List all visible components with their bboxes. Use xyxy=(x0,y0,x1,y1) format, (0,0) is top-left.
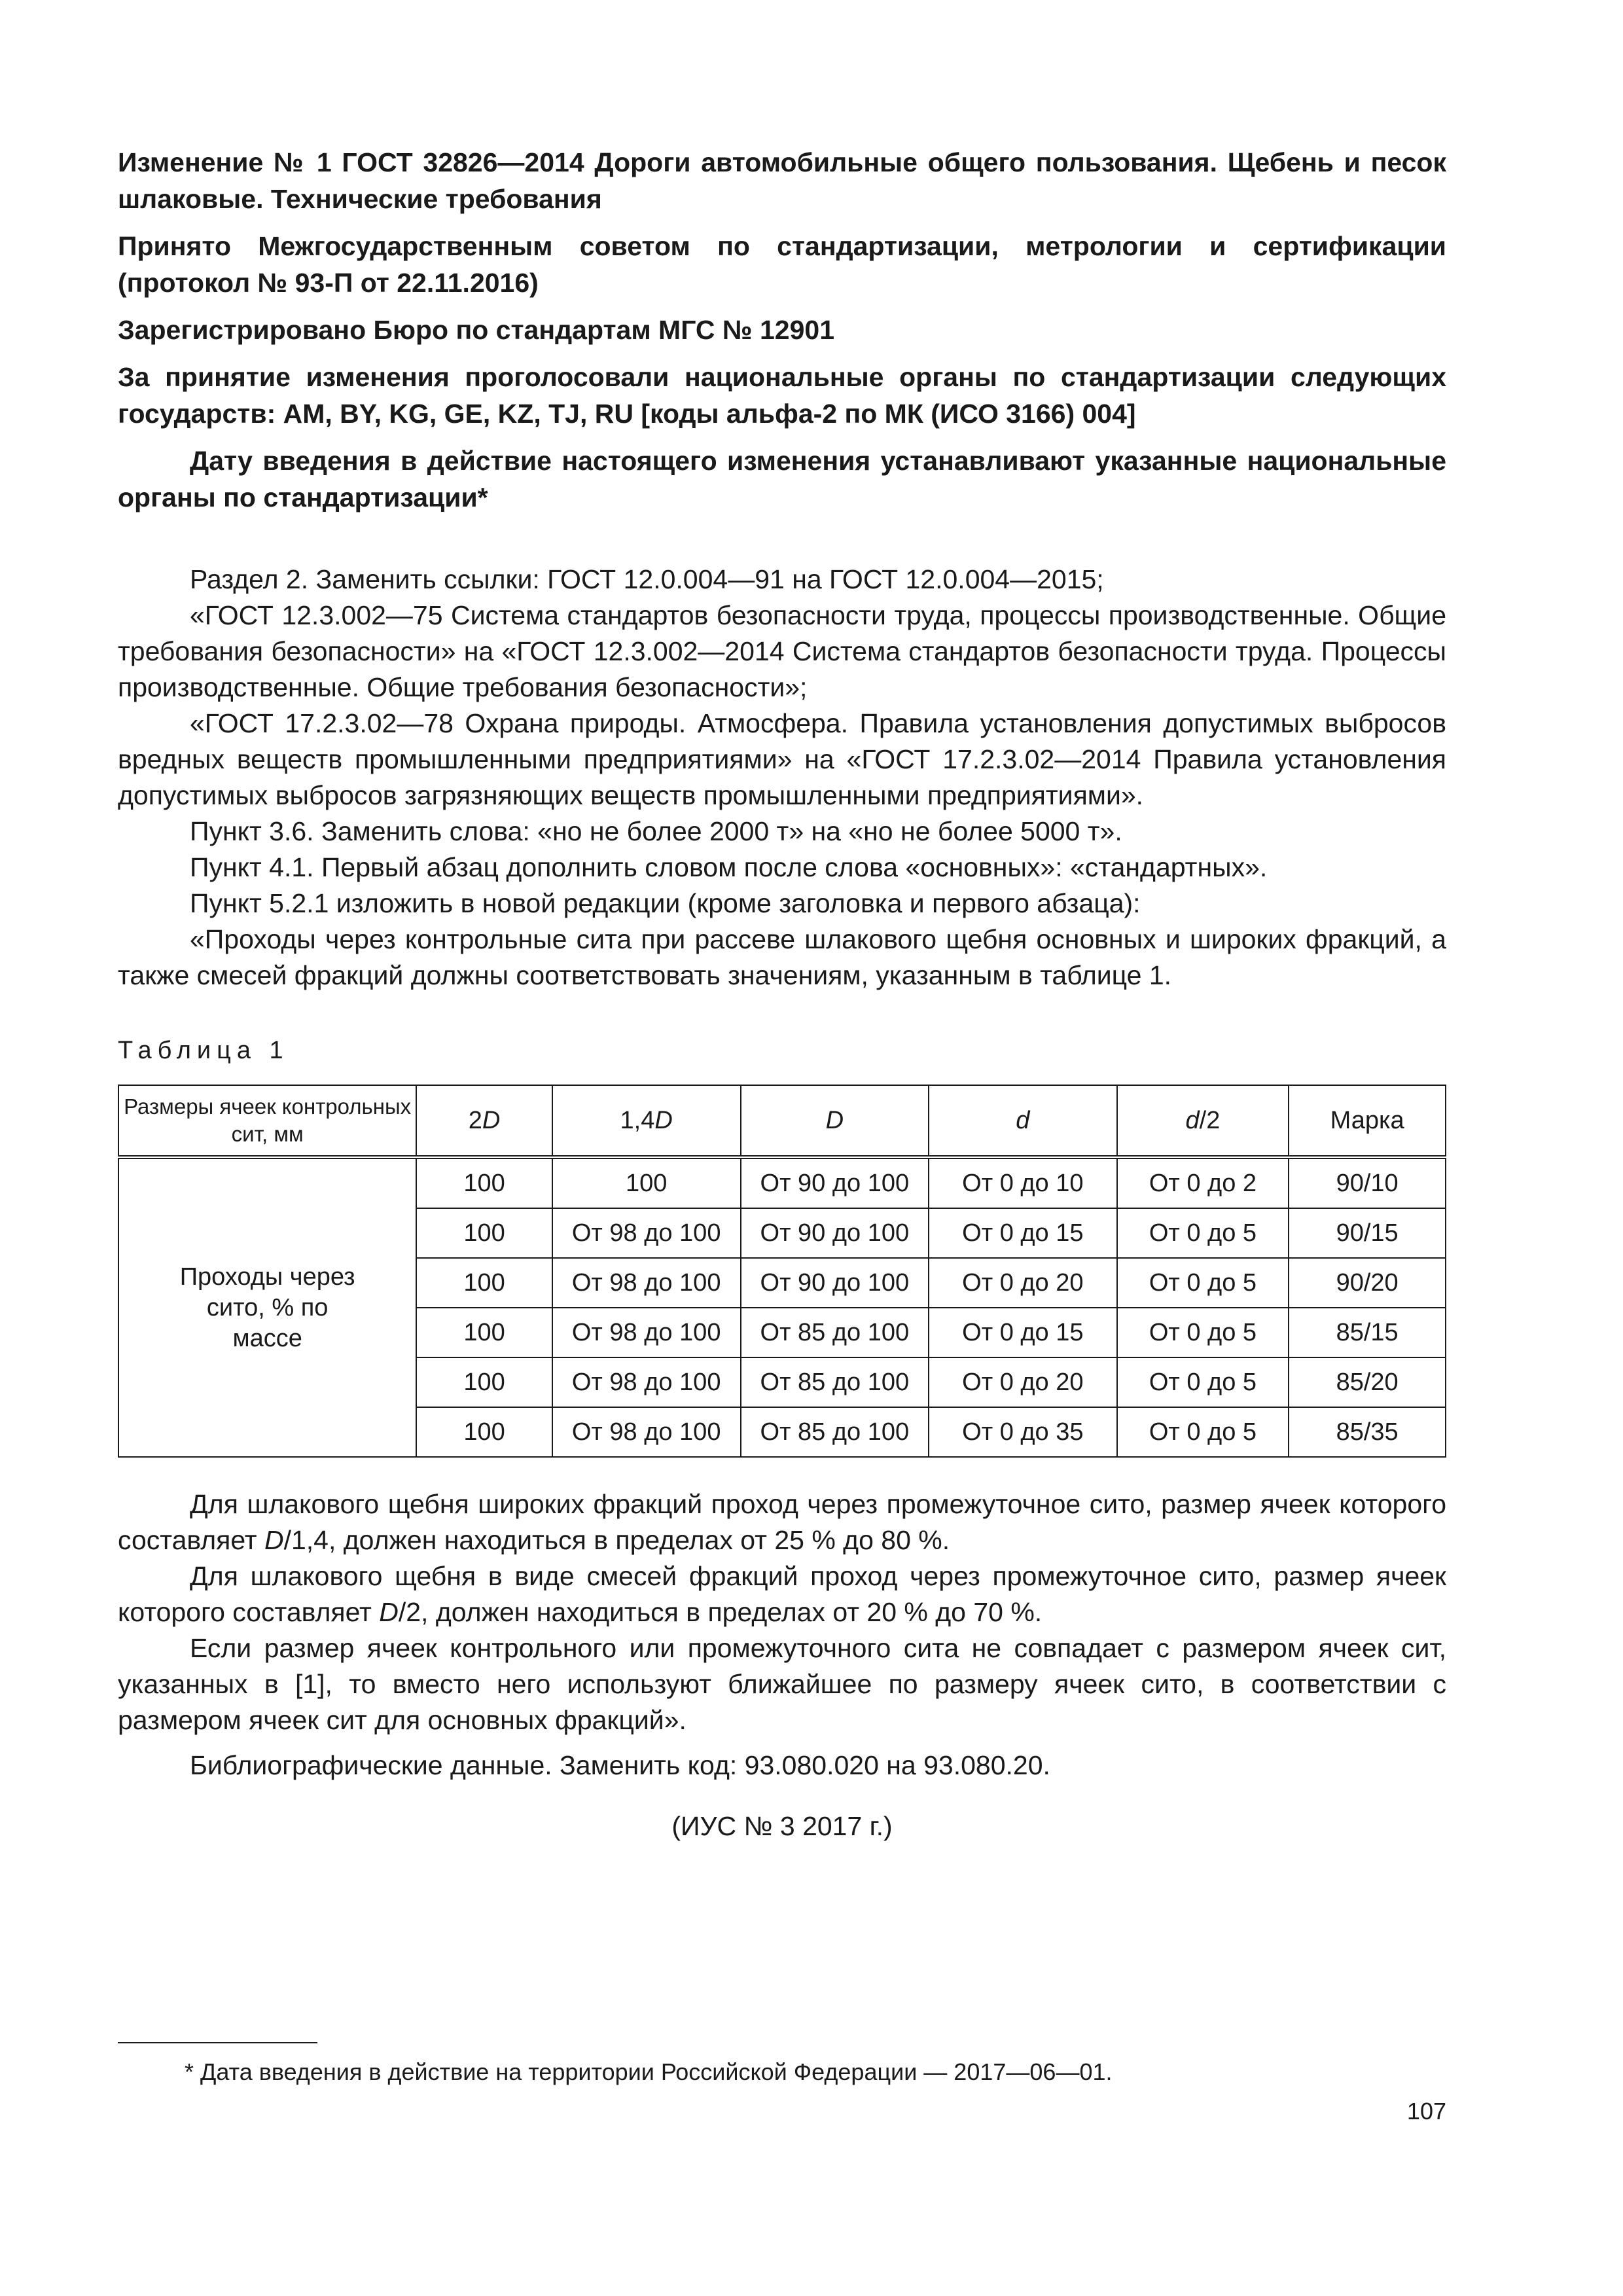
paragraph: Для шлакового щебня в виде смесей фракций проход через промежуточное сито, размер ячеек которого составляет D/2, должен находиться в пределах от 20 % до 70 %. xyxy=(118,1561,1446,1627)
cell: 90/20 xyxy=(1289,1258,1446,1308)
table-header-row xyxy=(118,1085,1446,1157)
cell: От 0 до 5 xyxy=(1117,1258,1289,1308)
header-sieve-sizes: Размеры ячеек контрольных сит, мм xyxy=(118,1085,416,1157)
cell: 100 xyxy=(416,1258,552,1308)
cell: От 85 до 100 xyxy=(741,1357,929,1407)
footnote: * Дата введения в действие на территории Российской Федерации — 2017—06—01. xyxy=(185,2058,1113,2085)
cell: 100 xyxy=(552,1157,741,1208)
cell: От 0 до 20 xyxy=(929,1258,1116,1308)
cell: 100 xyxy=(416,1407,552,1457)
cell: 85/20 xyxy=(1289,1357,1446,1407)
paragraph: «ГОСТ 17.2.3.02—78 Охрана природы. Атмосфера. Правила установления допустимых выбросов вредных веществ промышленными предприятиями» на «ГОСТ 17.2.3.02—2014 Правила установления допустимых выбросов загрязняющих веществ промышленными предприятиями». xyxy=(118,708,1446,810)
paragraph: Для шлакового щебня широких фракций проход через промежуточное сито, размер ячеек которого составляет D/1,4, должен находиться в пределах от 25 % до 80 %. xyxy=(118,1489,1446,1555)
cell: 85/15 xyxy=(1289,1308,1446,1357)
cell: От 0 до 5 xyxy=(1117,1208,1289,1258)
sieve-table xyxy=(118,1085,1446,1458)
cell: От 98 до 100 xyxy=(552,1208,741,1258)
voting-statement: За принятие изменения проголосовали национальные органы по стандартизации следующих государств: AM, BY, KG, GE, KZ, TJ, RU [коды альфа-2 по МК (ИСО 3166) 004] xyxy=(118,362,1446,429)
footnote-divider xyxy=(118,2042,317,2043)
adoption-statement: Принято Межгосударственным советом по стандартизации, метрологии и сертификации (протокол № 93-П от 22.11.2016) xyxy=(118,231,1446,298)
cell: От 98 до 100 xyxy=(552,1357,741,1407)
table-row xyxy=(118,1157,1446,1208)
cell: От 0 до 35 xyxy=(929,1407,1116,1457)
cell: От 0 до 5 xyxy=(1117,1407,1289,1457)
paragraph: Пункт 3.6. Заменить слова: «но не более 2000 т» на «но не более 5000 т». xyxy=(190,816,1122,846)
header-2d: 2D xyxy=(416,1085,552,1157)
cell: От 0 до 5 xyxy=(1117,1308,1289,1357)
ius-reference: (ИУС № 3 2017 г.) xyxy=(671,1811,893,1841)
cell: 100 xyxy=(416,1208,552,1258)
paragraph: Если размер ячеек контрольного или промежуточного сита не совпадает с размером ячеек сит, указанных в [1], то вместо него используют ближайшее по размеру ячеек сито, в соответствии с размером ячеек сит для основных фракций». xyxy=(118,1633,1446,1735)
header-mark: Марка xyxy=(1289,1085,1446,1157)
cell: 85/35 xyxy=(1289,1407,1446,1457)
header-d-lower: d xyxy=(929,1085,1116,1157)
paragraph: Пункт 5.2.1 изложить в новой редакции (кроме заголовка и первого абзаца): xyxy=(190,888,1141,918)
cell: От 0 до 5 xyxy=(1117,1357,1289,1407)
cell: 100 xyxy=(416,1157,552,1208)
page-number: 107 xyxy=(1406,2098,1446,2125)
paragraph: Пункт 4.1. Первый абзац дополнить словом после слова «основных»: «стандартных». xyxy=(190,852,1268,882)
header-d-upper: D xyxy=(741,1085,929,1157)
cell: От 0 до 15 xyxy=(929,1308,1116,1357)
amendment-title: Изменение № 1 ГОСТ 32826—2014 Дороги автомобильные общего пользования. Щебень и песок шлаковые. Технические требования xyxy=(118,147,1446,214)
cell: От 0 до 10 xyxy=(929,1157,1116,1208)
cell: 100 xyxy=(416,1357,552,1407)
header-1-4d: 1,4D xyxy=(552,1085,741,1157)
header-d-half: d/2 xyxy=(1117,1085,1289,1157)
cell: От 0 до 2 xyxy=(1117,1157,1289,1208)
cell: От 98 до 100 xyxy=(552,1308,741,1357)
paragraph: Раздел 2. Заменить ссылки: ГОСТ 12.0.004—91 на ГОСТ 12.0.004—2015; xyxy=(190,564,1104,594)
cell: 90/15 xyxy=(1289,1208,1446,1258)
cell: От 0 до 15 xyxy=(929,1208,1116,1258)
cell: 90/10 xyxy=(1289,1157,1446,1208)
cell: От 0 до 20 xyxy=(929,1357,1116,1407)
document-page xyxy=(118,144,1446,1842)
cell: От 98 до 100 xyxy=(552,1407,741,1457)
paragraph: Библиографические данные. Заменить код: 93.080.020 на 93.080.20. xyxy=(190,1750,1050,1780)
paragraph: «ГОСТ 12.3.002—75 Система стандартов безопасности труда, процессы производственные. Общие требования безопасности» на «ГОСТ 12.3.002—2014 Система стандартов безопасности труда. Процессы производственные. Общие требования безопасности»; xyxy=(118,600,1446,702)
cell: От 90 до 100 xyxy=(741,1258,929,1308)
effective-date-statement: Дату введения в действие настоящего изменения устанавливают указанные национальные органы по стандартизации* xyxy=(118,446,1446,512)
cell: От 85 до 100 xyxy=(741,1308,929,1357)
table-label: Таблица 1 xyxy=(118,1037,289,1064)
cell: От 98 до 100 xyxy=(552,1258,741,1308)
cell: От 85 до 100 xyxy=(741,1407,929,1457)
row-header-passes: Проходы через сито, % по массе xyxy=(118,1157,416,1457)
cell: От 90 до 100 xyxy=(741,1208,929,1258)
cell: От 90 до 100 xyxy=(741,1157,929,1208)
registration-statement: Зарегистрировано Бюро по стандартам МГС № 12901 xyxy=(118,315,835,345)
paragraph: «Проходы через контрольные сита при рассеве шлакового щебня основных и широких фракций, а также смесей фракций должны соответствовать значениям, указанным в таблице 1. xyxy=(118,924,1446,990)
cell: 100 xyxy=(416,1308,552,1357)
